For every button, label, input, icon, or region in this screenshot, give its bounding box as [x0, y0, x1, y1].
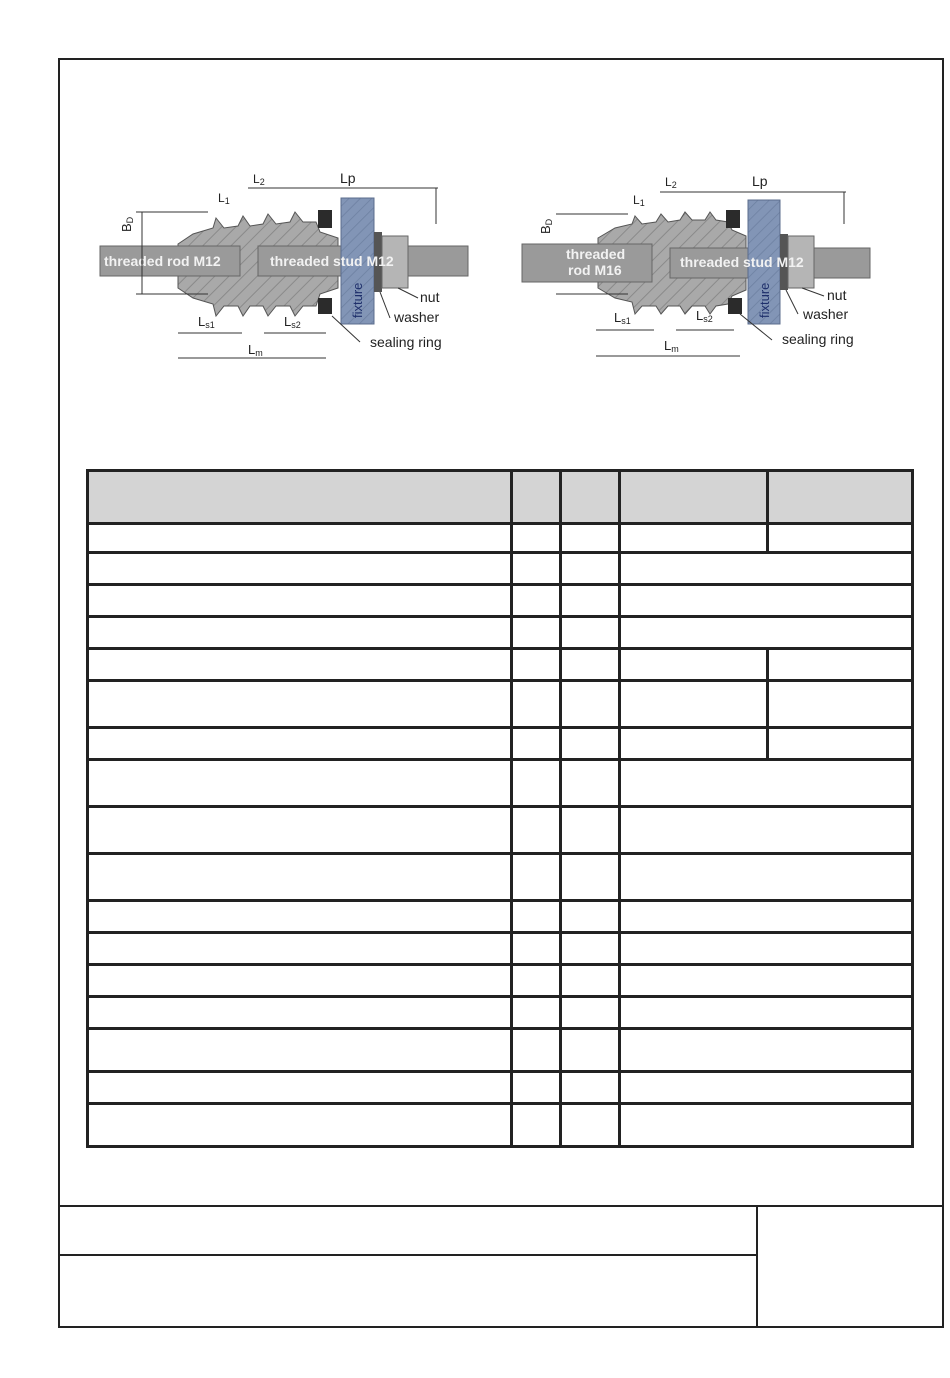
table-header [89, 472, 911, 525]
row-divider [89, 583, 911, 586]
dim-subscript: m [255, 348, 263, 358]
row-divider [89, 615, 911, 618]
stud-label: threaded stud M12 [270, 253, 394, 269]
callout-nut: nut [827, 287, 847, 303]
dim-subscript: D [125, 216, 135, 224]
dim-bd: BD [119, 216, 135, 232]
callout-washer: washer [394, 309, 440, 325]
dim-ls2: Ls2 [284, 314, 301, 330]
col-divider [559, 472, 562, 1145]
title-block-top-rule [58, 1205, 944, 1207]
row-divider [89, 1070, 911, 1073]
row-divider [89, 551, 911, 554]
dim-ls1: Ls1 [614, 310, 631, 326]
row-divider [89, 805, 911, 808]
title-block [58, 1205, 944, 1328]
dim-lm: Lm [664, 338, 679, 354]
row-divider [89, 899, 911, 902]
sealing-ring-right [726, 210, 740, 228]
fixture-label: fixture [350, 282, 365, 318]
anchor-diagram-right [520, 166, 875, 366]
dim-lp: Lp [340, 170, 356, 186]
row-divider [89, 995, 911, 998]
dim-l2: L2 [665, 175, 677, 190]
rod-label-line2: rod M16 [568, 262, 622, 278]
row-divider [89, 931, 911, 934]
row-divider [89, 1102, 911, 1105]
dim-subscript: s2 [703, 314, 713, 324]
row-divider [89, 758, 911, 761]
dim-subscript: 1 [639, 198, 645, 208]
dim-l2: L2 [253, 172, 265, 187]
sealing-ring-left [318, 210, 332, 228]
dim-l1: L1 [633, 193, 645, 208]
anchor-diagram-left [98, 166, 473, 366]
dim-subscript: s2 [291, 320, 301, 330]
col-divider [510, 472, 513, 1145]
dim-subscript: D [544, 218, 554, 226]
col-divider [766, 648, 769, 760]
row-divider [89, 1027, 911, 1030]
dim-subscript: 1 [224, 196, 230, 206]
title-block-mid-rule [58, 1254, 758, 1256]
dim-subscript: 2 [671, 180, 677, 190]
dim-subscript: s1 [205, 320, 215, 330]
dim-subscript: s1 [621, 316, 631, 326]
dim-lm: Lm [248, 342, 263, 358]
title-block-divider [756, 1205, 758, 1328]
callout-nut: nut [420, 289, 440, 305]
data-table [86, 469, 914, 1148]
callout-sealing-ring: sealing ring [782, 331, 854, 347]
fixture-label: fixture [757, 282, 772, 318]
callout-washer: washer [803, 306, 849, 322]
col-divider [766, 472, 769, 551]
callout-sealing-ring: sealing ring [370, 334, 442, 350]
dim-ls1: Ls1 [198, 314, 215, 330]
row-divider [89, 726, 911, 729]
row-divider [89, 647, 911, 650]
row-divider [89, 963, 911, 966]
col-divider [618, 472, 621, 1145]
stud-label: threaded stud M12 [680, 254, 804, 270]
dim-l1: L1 [218, 191, 230, 206]
dim-subscript: 2 [259, 177, 265, 187]
row-divider [89, 679, 911, 682]
dim-ls2: Ls2 [696, 308, 713, 324]
row-divider [89, 852, 911, 855]
dim-bd: BD [538, 218, 554, 234]
dim-lp: Lp [752, 173, 768, 189]
rod-label: threaded rod M12 [104, 253, 221, 269]
rod-label-line1: threaded [566, 246, 626, 262]
dim-subscript: m [671, 344, 679, 354]
